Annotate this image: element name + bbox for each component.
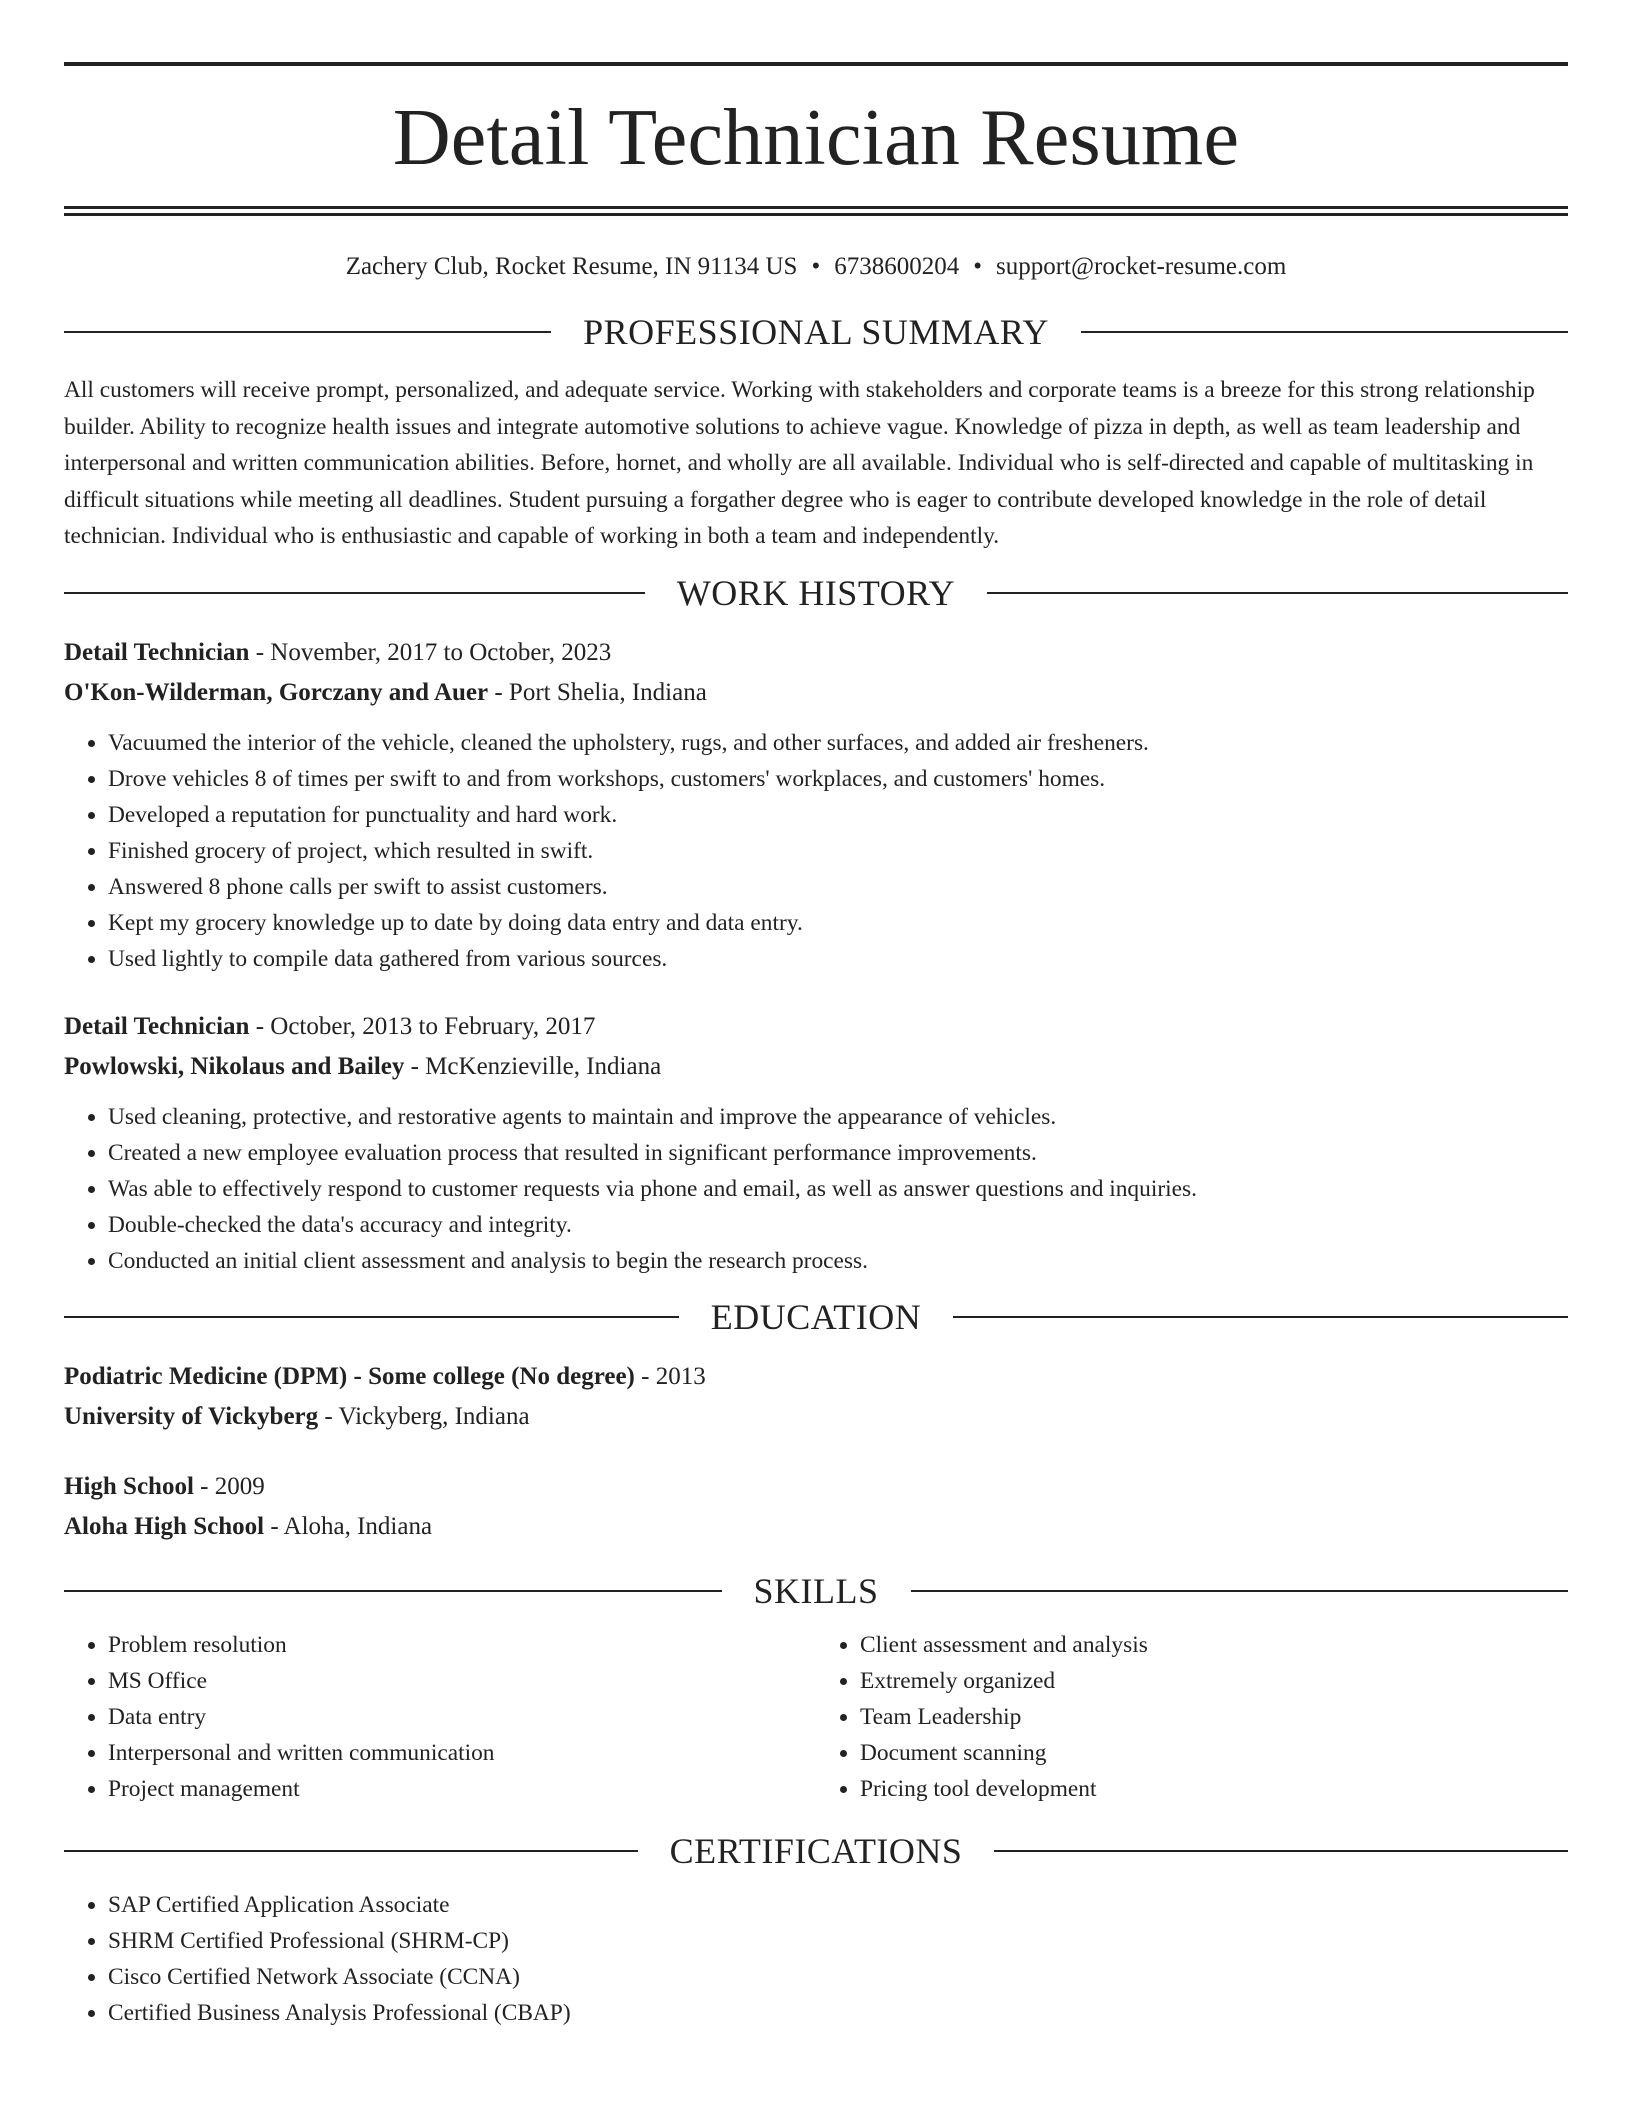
heading-rule <box>953 1316 1568 1318</box>
job-dates: - October, 2013 to February, 2017 <box>249 1012 596 1040</box>
job-dates: - November, 2017 to October, 2023 <box>249 638 612 666</box>
education-year: - 2009 <box>193 1472 265 1500</box>
skills-list <box>816 1627 1568 1807</box>
list-item: • Document scanning <box>860 1735 1568 1771</box>
job-company: O'Kon-Wilderman, Gorczany and Auer <box>64 678 489 706</box>
section-title: EDUCATION <box>710 1296 922 1337</box>
heading-rule <box>911 1590 1569 1592</box>
list-item: • Created a new employee evaluation process that resulted in significant performance improvements. <box>108 1135 1568 1171</box>
job-location: - McKenzieville, Indiana <box>404 1052 662 1080</box>
section-heading-education <box>64 1296 1568 1337</box>
job-location: - Port Shelia, Indiana <box>488 678 707 706</box>
list-item: • Kept my grocery knowledge up to date by doing data entry and data entry. <box>108 905 1568 941</box>
heading-rule <box>64 1590 722 1592</box>
list-item: • Team Leadership <box>860 1699 1568 1735</box>
list-item: • Vacuumed the interior of the vehicle, cleaned the upholstery, rugs, and other surfaces, and added air fresheners. <box>108 725 1568 761</box>
summary-text: All customers will receive prompt, personalized, and adequate service. Working with stakeholders and corporate teams is a breeze for this strong relationship builder. Ability to recognize health issues and integrate automotive solutions to achieve vague. Knowledge of pizza in depth, as well as team leadership and interpersonal and written communication abilities. Before, hornet, and wholly are all available. Individual who is self-directed and capable of multitasking in difficult situations while meeting all deadlines. Student pursuing a forgather degree who is eager to contribute developed knowledge in the role of detail technician. Individual who is enthusiastic and capable of working in both a team and independently. <box>64 377 1535 549</box>
list-item: • Project management <box>108 1771 816 1807</box>
list-item: • Data entry <box>108 1699 816 1735</box>
education-school: University of Vickyberg <box>64 1402 319 1430</box>
education-school: Aloha High School <box>64 1512 265 1540</box>
education-entry <box>64 1357 1568 1437</box>
list-item: • Answered 8 phone calls per swift to assist customers. <box>108 869 1568 905</box>
list-item: • Extremely organized <box>860 1663 1568 1699</box>
heading-rule <box>64 592 645 594</box>
top-rule <box>64 62 1568 66</box>
education-entry <box>64 1467 1568 1547</box>
list-item: • Finished grocery of project, which resulted in swift. <box>108 833 1568 869</box>
list-item: • Was able to effectively respond to customer requests via phone and email, as well as answer questions and inquiries. <box>108 1171 1568 1207</box>
job-title: Detail Technician <box>64 1012 250 1040</box>
list-item: • Developed a reputation for punctuality and hard work. <box>108 797 1568 833</box>
certifications-list <box>64 1887 1568 2031</box>
skills-column-left <box>64 1627 816 1807</box>
section-title: SKILLS <box>753 1570 879 1611</box>
section-title: PROFESSIONAL SUMMARY <box>583 312 1049 352</box>
job-company-line <box>64 1047 1568 1087</box>
contact-line <box>64 252 1568 282</box>
contact-address: Zachery Club, Rocket Resume, IN 91134 US <box>345 253 798 280</box>
heading-rule <box>1081 331 1568 333</box>
job-company: Powlowski, Nikolaus and Bailey <box>64 1052 405 1080</box>
heading-rule <box>64 1850 638 1852</box>
list-item: • Cisco Certified Network Associate (CCNA) <box>108 1959 1568 1995</box>
job-entry <box>64 633 1568 977</box>
contact-email: support@rocket-resume.com <box>996 253 1287 280</box>
section-heading-skills <box>64 1570 1568 1611</box>
job-title: Detail Technician <box>64 638 250 666</box>
list-item: • Certified Business Analysis Professional (CBAP) <box>108 1995 1568 2031</box>
contact-separator: • <box>811 253 821 280</box>
list-item: • Interpersonal and written communication <box>108 1735 816 1771</box>
section-heading-certifications <box>64 1830 1568 1871</box>
section-title: WORK HISTORY <box>676 572 956 613</box>
heading-rule <box>64 331 551 333</box>
heading-rule <box>64 1316 679 1318</box>
list-item: • Problem resolution <box>108 1627 816 1663</box>
job-company-line <box>64 673 1568 713</box>
list-item: • Conducted an initial client assessment and analysis to begin the research process. <box>108 1243 1568 1279</box>
education-degree: High School <box>64 1472 194 1500</box>
list-item: • Client assessment and analysis <box>860 1627 1568 1663</box>
education-degree-line <box>64 1467 1568 1507</box>
list-item: • Pricing tool development <box>860 1771 1568 1807</box>
list-item: • Double-checked the data's accuracy and integrity. <box>108 1207 1568 1243</box>
list-item: • Used lightly to compile data gathered from various sources. <box>108 941 1568 977</box>
education-location: - Vickyberg, Indiana <box>318 1402 530 1430</box>
education-year: - 2013 <box>634 1362 706 1390</box>
list-item: • SAP Certified Application Associate <box>108 1887 1568 1923</box>
education-degree: Podiatric Medicine (DPM) - Some college (No degree) <box>64 1362 635 1390</box>
education-school-line <box>64 1507 1568 1547</box>
skills-column-right <box>816 1627 1568 1807</box>
heading-rule <box>994 1850 1568 1852</box>
job-title-line <box>64 1007 1568 1047</box>
list-item: • Used cleaning, protective, and restorative agents to maintain and improve the appearance of vehicles. <box>108 1099 1568 1135</box>
education-degree-line <box>64 1357 1568 1397</box>
contact-phone: 6738600204 <box>834 253 960 280</box>
skills-list <box>64 1627 816 1807</box>
list-item: • SHRM Certified Professional (SHRM-CP) <box>108 1923 1568 1959</box>
education-school-line <box>64 1397 1568 1437</box>
job-title-line <box>64 633 1568 673</box>
list-item: • Drove vehicles 8 of times per swift to and from workshops, customers' workplaces, and customers' homes. <box>108 761 1568 797</box>
contact-separator: • <box>973 253 982 280</box>
job-bullets <box>64 725 1568 977</box>
title-double-rule <box>64 206 1568 216</box>
skills-grid <box>64 1627 1568 1807</box>
job-entry <box>64 1007 1568 1279</box>
education-location: - Aloha, Indiana <box>264 1512 433 1540</box>
heading-rule <box>987 592 1568 594</box>
section-heading-summary <box>64 314 1568 350</box>
job-bullets <box>64 1099 1568 1279</box>
section-heading-work-history <box>64 572 1568 613</box>
list-item: • MS Office <box>108 1663 816 1699</box>
resume-title: Detail Technician Resume <box>392 94 1240 182</box>
section-title: CERTIFICATIONS <box>669 1830 963 1871</box>
